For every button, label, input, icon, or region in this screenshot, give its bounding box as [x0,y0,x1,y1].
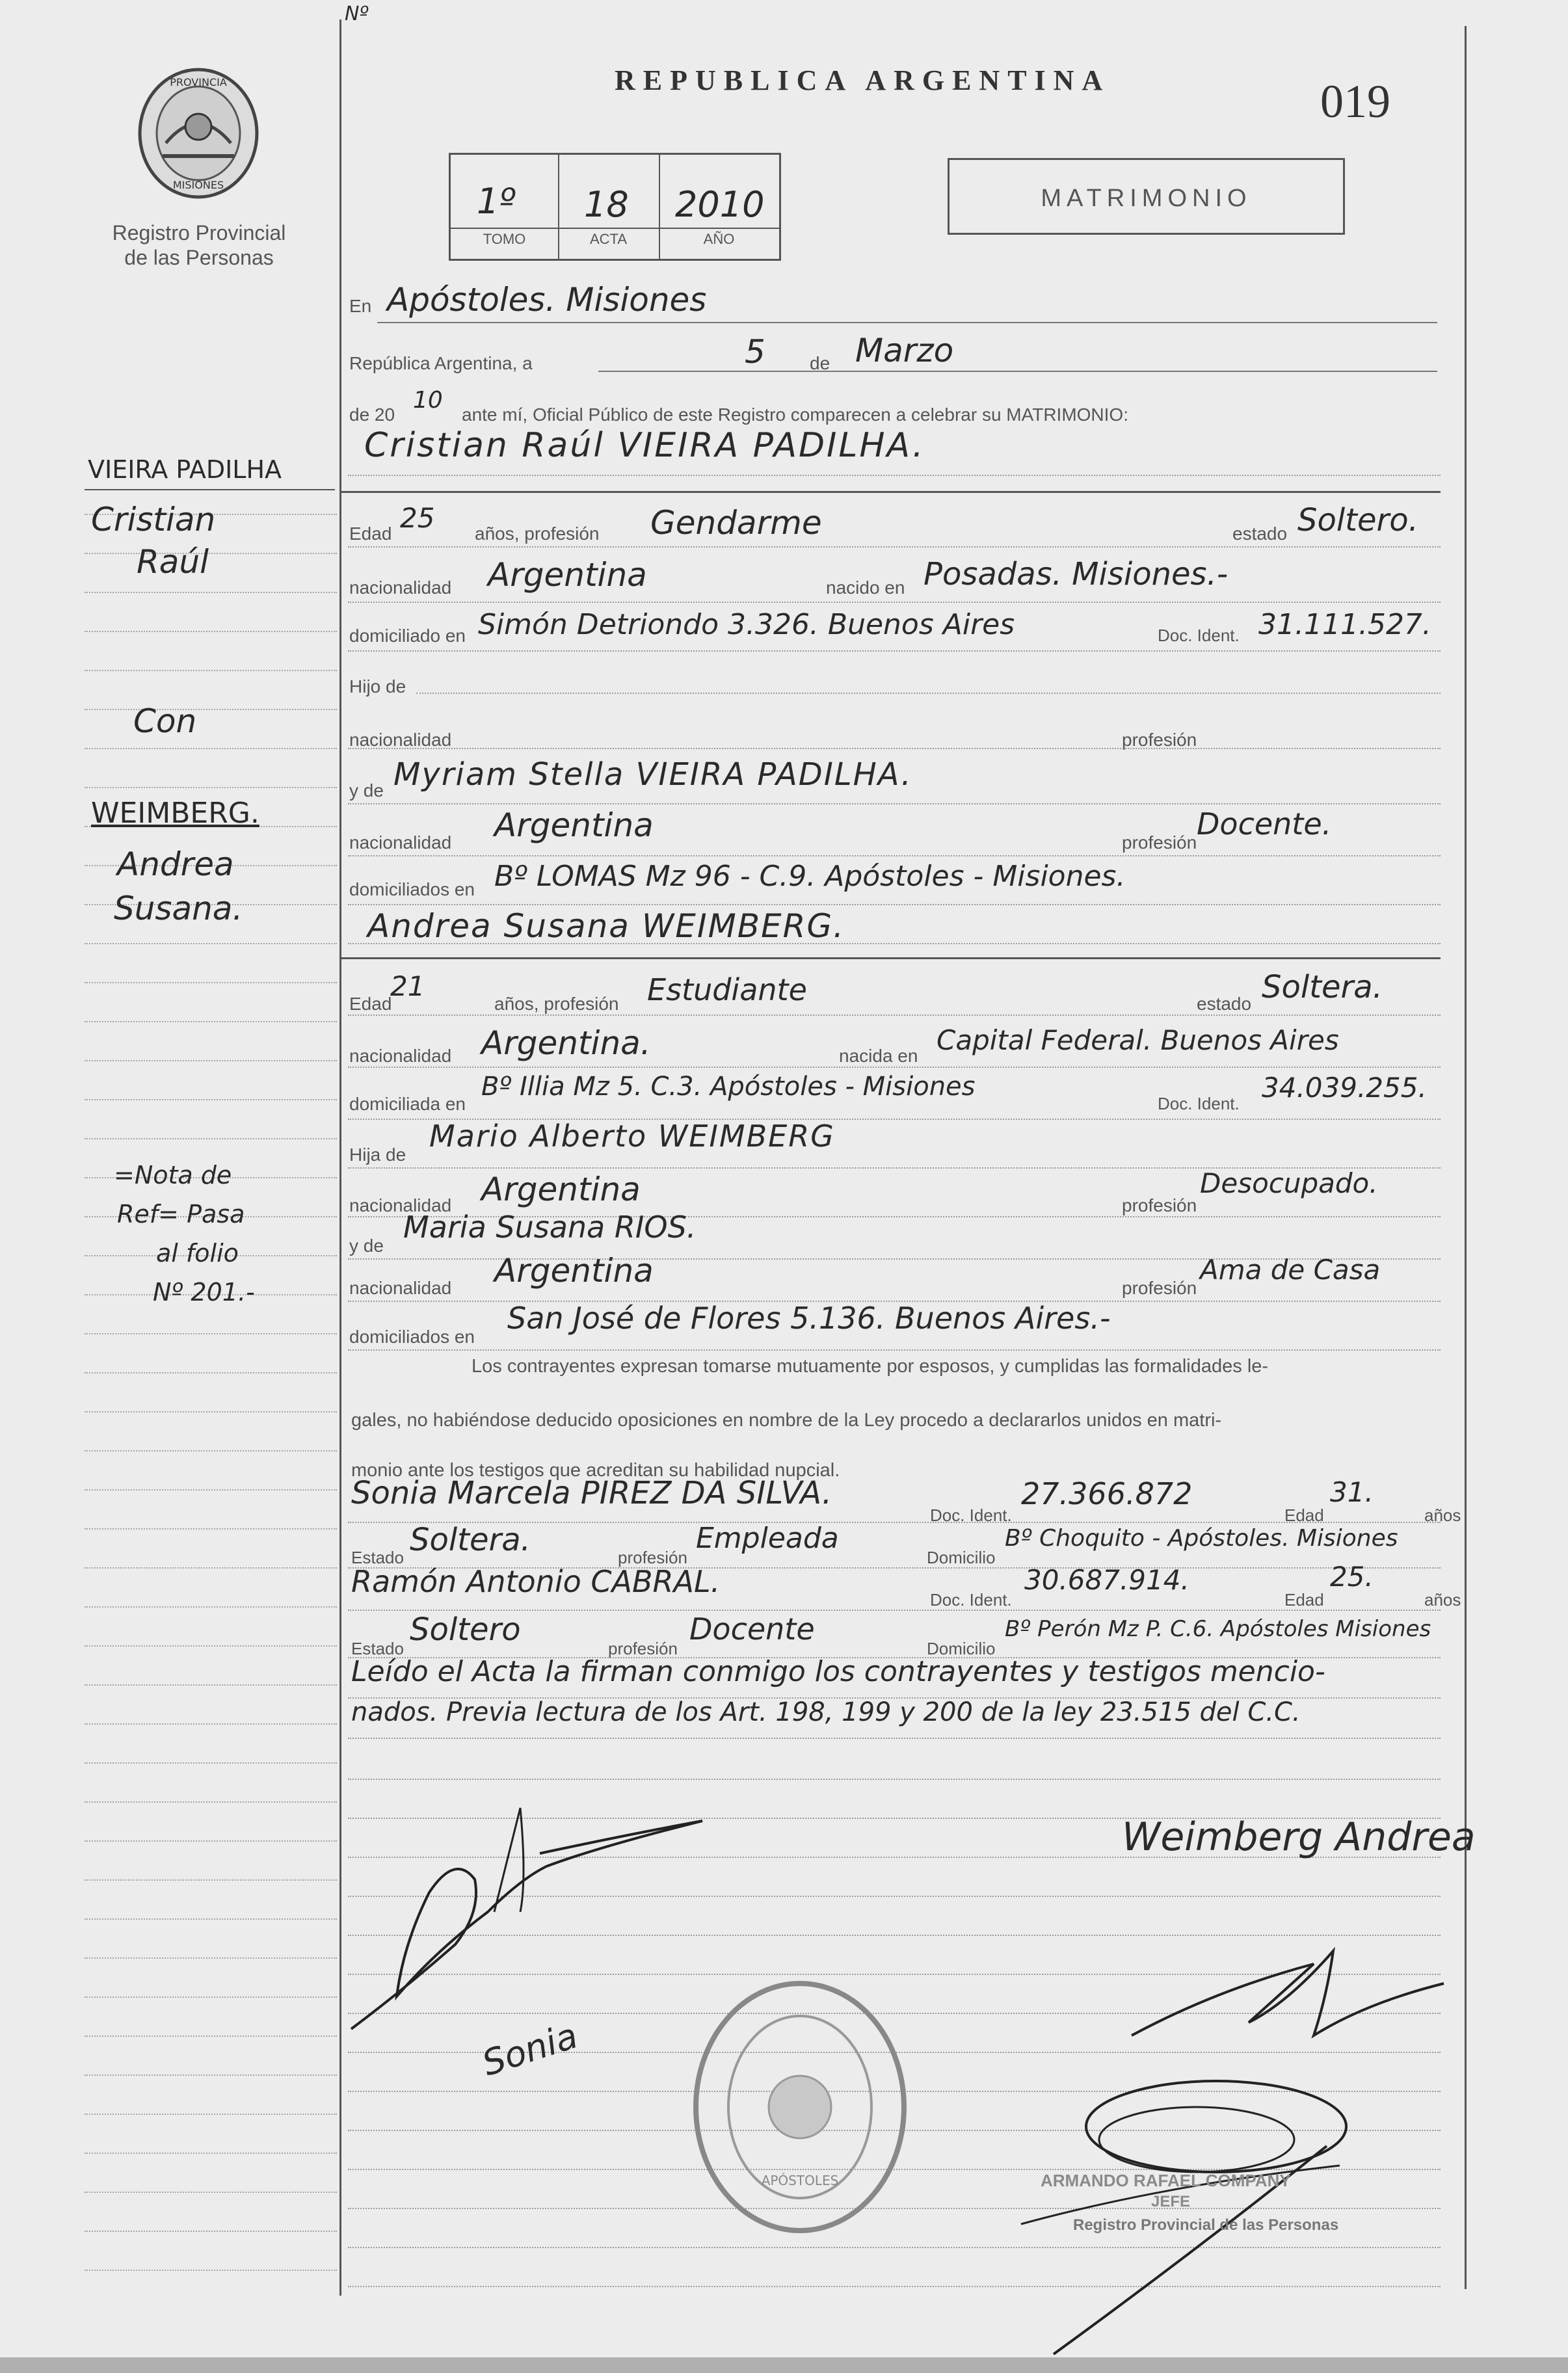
margin-groom-surname: VIEIRA PADILHA [88,455,282,484]
bride-civil-state: Soltera. [1262,969,1383,1005]
witness2-address: Bº Perón Mz P. C.6. Apóstoles Misiones [1005,1616,1431,1642]
registry-name-line2: de las Personas [124,246,274,269]
intro-month: Marzo [855,332,954,369]
right-border-line [1465,26,1467,2289]
groom-doms-label: domiciliados en [349,879,475,899]
bride-nacida-label: nacida en [839,1046,918,1066]
groom-hijo-label: Hijo de [349,676,406,696]
groom-birthplace: Posadas. Misiones.- [924,556,1229,592]
tomo-value: 1º [477,181,516,222]
bride-profession: Estudiante [647,972,807,1007]
de-label: de [810,353,831,373]
bride-doms-label: domiciliados en [349,1327,475,1347]
intro-place: Apóstoles. Misiones [387,281,707,319]
margin-note-line4: Nº 201.- [153,1278,255,1306]
witness1-anos-label: años [1424,1505,1461,1525]
bride-mother-name: Maria Susana RIOS. [403,1210,697,1245]
bride-address: Bº Illia Mz 5. C.3. Apóstoles - Misiones [481,1072,976,1102]
margin-bride-given1: Andrea [117,845,234,883]
declaration-line3: monio ante los testigos que acreditan su habilidad nupcial. [351,1460,840,1481]
groom-mother-profession: Docente. [1197,806,1332,842]
groom-profession: Gendarme [650,504,822,542]
bride-mother-nationality: Argentina [494,1252,654,1290]
witness1-profession: Empleada [696,1522,839,1555]
official-stamp-line2: JEFE [1151,2193,1191,2210]
bride-prof3-label: profesión [1122,1278,1197,1298]
anio-label: AÑO [703,231,735,247]
year-suffix: 10 [413,387,443,414]
witness1-doc: 27.366.872 [1021,1476,1193,1511]
groom-age: 25 [400,502,435,534]
official-stamp-line1: ARMANDO RAFAEL COMPANY [1041,2171,1291,2190]
witness1-address: Bº Choquito - Apóstoles. Misiones [1005,1525,1398,1552]
country-title: REPUBLICA ARGENTINA [615,64,1111,96]
top-note: Nº [345,3,369,25]
bride-birthplace: Capital Federal. Buenos Aires [937,1024,1339,1056]
margin-bride-surname: WEIMBERG. [91,797,259,830]
anio-value: 2010 [675,184,765,225]
record-type-box [948,158,1345,235]
country-prefix: República Argentina, a [349,353,533,373]
bride-doc-label: Doc. Ident. [1158,1094,1240,1113]
groom-nacido-label: nacido en [826,577,905,598]
bride-full-name: Andrea Susana WEIMBERG. [367,907,845,945]
witness1-name: Sonia Marcela PIREZ DA SILVA. [351,1475,832,1511]
bride-signature: Weimberg Andrea [1122,1814,1476,1860]
groom-parents-address: Bº LOMAS Mz 96 - C.9. Apóstoles - Misiones. [494,860,1126,893]
groom-estado-label: estado [1232,524,1288,544]
witness2-doc-label: Doc. Ident. [930,1590,1012,1610]
appear-text: ante mí, Oficial Público de este Registro comparecen a celebrar su MATRIMONIO: [462,404,1128,425]
witness1-edad-label: Edad [1284,1505,1324,1525]
groom-nac3-label: nacionalidad [349,832,452,853]
official-signature [1119,1925,1457,2055]
witness2-edad-label: Edad [1284,1590,1324,1610]
bride-hija-label: Hija de [349,1145,406,1165]
registry-name-line1: Registro Provincial [112,221,286,245]
bride-father-profession: Desocupado. [1200,1167,1378,1199]
bride-yde-label: y de [349,1236,384,1256]
witness2-civil-state: Soltero [410,1611,521,1648]
bride-nac2-label: nacionalidad [349,1195,452,1215]
groom-prof2-label: profesión [1122,730,1197,750]
bride-parents-address: San José de Flores 5.136. Buenos Aires.- [507,1301,1111,1336]
tomo-acta-anio-box [449,153,781,261]
seal-text-bottom: MISIONES [172,179,224,191]
groom-nac-label: nacionalidad [349,577,452,598]
bride-nac-label: nacionalidad [349,1046,452,1066]
witness2-estado-label: Estado [351,1639,404,1658]
groom-doc: 31.111.527. [1258,608,1431,641]
acta-label: ACTA [589,231,628,247]
witness2-age: 25. [1330,1561,1374,1593]
witness2-dom-label: Domicilio [927,1639,996,1658]
margin-connector: Con [133,702,197,740]
intro-day: 5 [745,333,765,371]
groom-yde-label: y de [349,780,384,801]
official-stamp-line3: Registro Provincial de las Personas [1073,2216,1339,2234]
groom-nac2-label: nacionalidad [349,730,452,750]
bride-nationality: Argentina. [481,1024,651,1062]
page-bottom-edge [0,2357,1568,2373]
witness1-civil-state: Soltera. [410,1522,531,1558]
margin-groom-given1: Cristian [91,501,216,538]
bride-father-nationality: Argentina [481,1171,641,1208]
bride-anos-prof-label: años, profesión [494,994,619,1014]
witness2-profession: Docente [689,1611,815,1647]
declaration-line2: gales, no habiéndose deducido oposiciones en nombre de la Ley procedo a declararlos unidos en matri- [351,1410,1222,1431]
seal-text-top: PROVINCIA [170,76,227,88]
bride-edad-label: Edad [349,994,392,1014]
acta-value: 18 [584,184,629,225]
bride-nac3-label: nacionalidad [349,1278,452,1298]
witness1-dom-label: Domicilio [927,1548,996,1567]
bride-doc: 34.039.255. [1262,1072,1427,1104]
groom-doc-label: Doc. Ident. [1158,626,1240,645]
margin-note-line1: =Nota de [114,1161,232,1189]
groom-address: Simón Detriondo 3.326. Buenos Aires [478,608,1015,641]
witness1-age: 31. [1330,1476,1374,1508]
record-type: MATRIMONIO [1041,185,1252,212]
tomo-label: TOMO [483,231,526,247]
year-prefix: de 20 [349,404,395,425]
bride-prof2-label: profesión [1122,1195,1197,1215]
bride-mother-profession: Ama de Casa [1200,1254,1381,1286]
groom-prof3-label: profesión [1122,832,1197,853]
witness1-prof-label: profesión [618,1548,687,1567]
margin-note-line2: Ref= Pasa [117,1200,245,1228]
witness2-doc: 30.687.914. [1024,1564,1189,1596]
bride-father-name: Mario Alberto WEIMBERG [429,1119,835,1154]
groom-nationality: Argentina [488,556,647,594]
closing-line2: nados. Previa lectura de los Art. 198, 199 y 200 de la ley 23.515 del C.C. [351,1697,1301,1727]
closing-line1: Leído el Acta la firman conmigo los contrayentes y testigos mencio- [351,1655,1325,1688]
witness1-estado-label: Estado [351,1548,404,1567]
folio-number: 019 [1320,75,1390,127]
groom-anos-prof-label: años, profesión [475,524,600,544]
witness-signature: Sonia [477,2015,583,2084]
bride-dom-label: domiciliada en [349,1094,466,1114]
bride-estado-label: estado [1197,994,1252,1014]
margin-groom-given2: Raúl [137,543,209,581]
seal-text: APÓSTOLES [761,2173,839,2188]
declaration-line1: Los contrayentes expresan tomarse mutuamente por esposos, y cumplidas las formalidades le- [472,1356,1269,1377]
witness2-prof-label: profesión [608,1639,678,1658]
groom-dom-label: domiciliado en [349,626,466,646]
bride-age: 21 [390,970,425,1002]
groom-edad-label: Edad [349,524,392,544]
margin-bride-given2: Susana. [114,890,243,927]
groom-signature [325,1782,748,2042]
witness2-anos-label: años [1424,1590,1461,1610]
witness1-doc-label: Doc. Ident. [930,1505,1012,1525]
groom-full-name: Cristian Raúl VIEIRA PADILHA. [364,426,925,465]
en-label: En [349,296,372,316]
groom-civil-state: Soltero. [1297,502,1418,538]
groom-mother-name: Myriam Stella VIEIRA PADILHA. [393,756,912,793]
registry-seal-icon [689,1977,910,2237]
groom-mother-nationality: Argentina [494,806,654,844]
provincial-seal-icon [133,65,263,202]
witness2-name: Ramón Antonio CABRAL. [351,1564,721,1599]
margin-note-line3: al folio [156,1239,239,1267]
